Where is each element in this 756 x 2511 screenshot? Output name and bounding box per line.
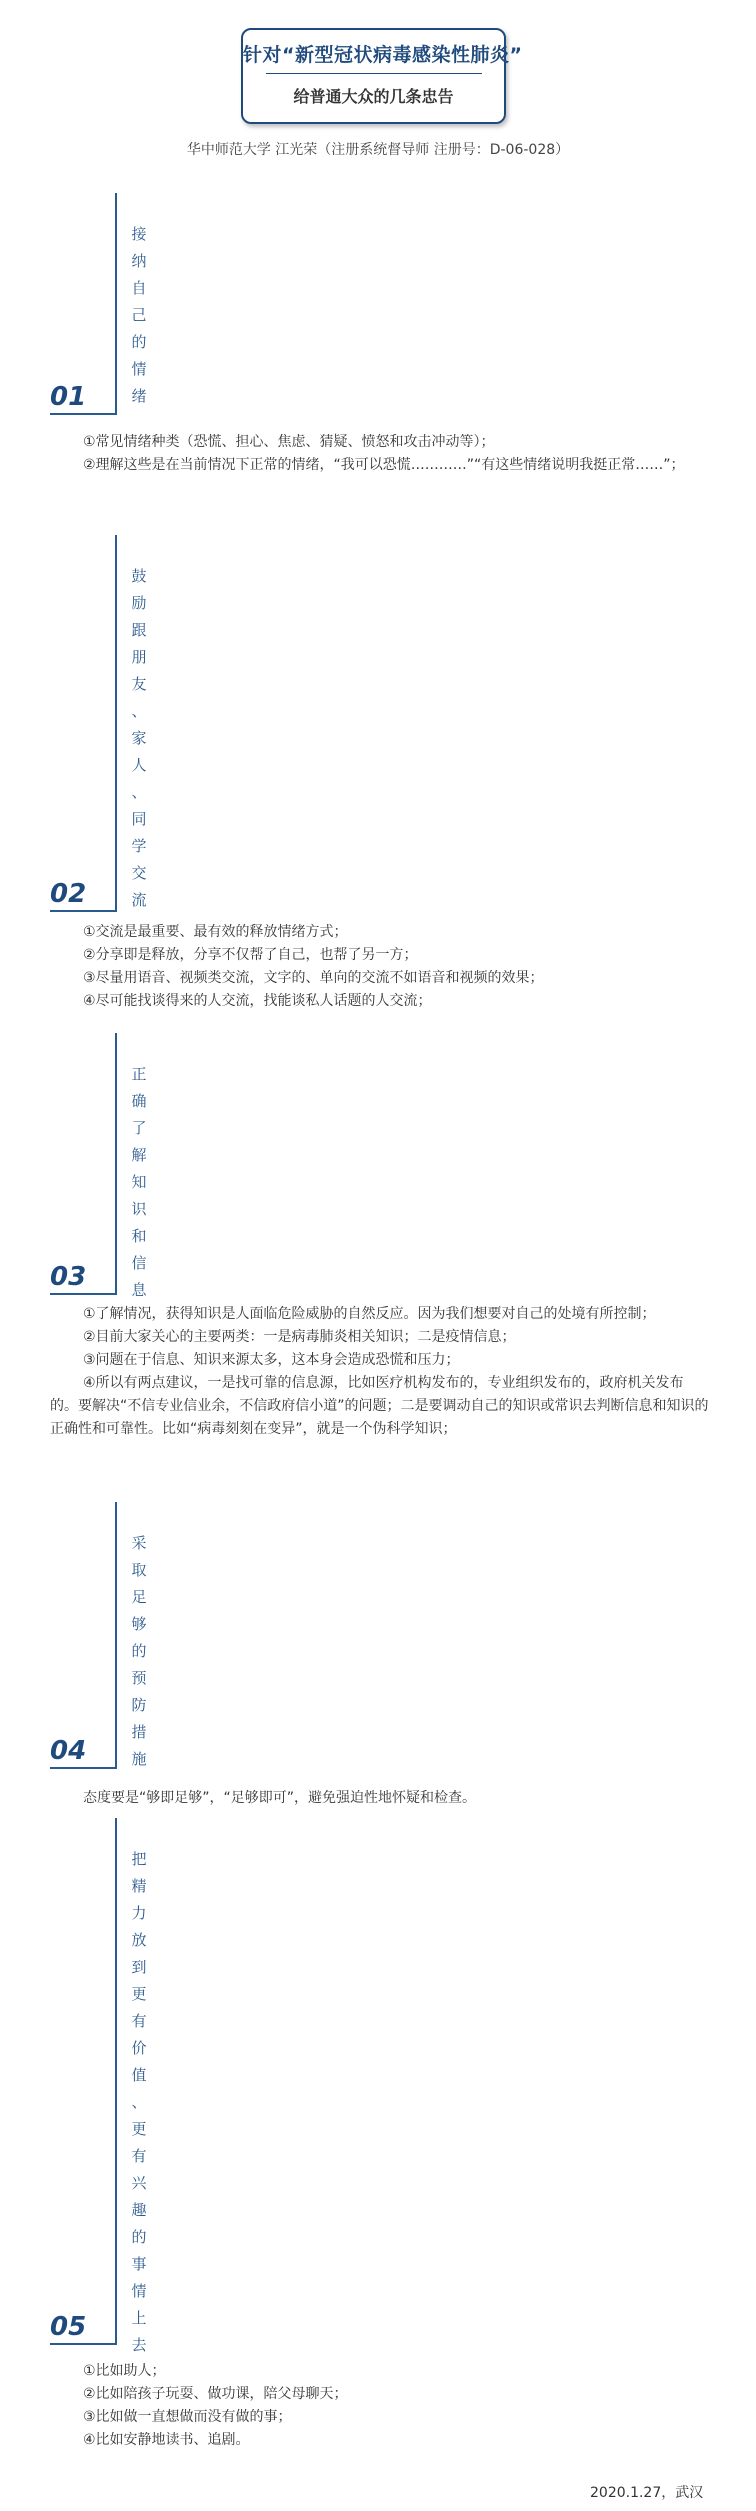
- heading-char: 息: [131, 1281, 147, 1299]
- heading-char: 足: [131, 1588, 147, 1606]
- date-location: 2020.1.27，武汉: [590, 2485, 704, 2501]
- author-line: 华中师范大学 江光荣（注册系统督导师 注册号：D-06-028）: [186, 142, 570, 158]
- heading-char: 流: [131, 891, 147, 909]
- section-paragraph: ④尽可能找谈得来的人交流，找能谈私人话题的人交流；: [83, 993, 432, 1009]
- heading-char: 预: [131, 1669, 147, 1687]
- heading-char: 的: [131, 333, 147, 351]
- heading-char: 朋: [131, 648, 147, 666]
- heading-char: 家: [131, 729, 147, 747]
- heading-char: 防: [131, 1696, 147, 1714]
- section-heading: [50, 193, 147, 413]
- heading-char: 的: [131, 1642, 147, 1660]
- heading-char: 解: [131, 1146, 147, 1164]
- heading-char: 了: [131, 1119, 147, 1137]
- section-body: [50, 1787, 710, 1810]
- heading-char: 、: [131, 2093, 147, 2111]
- section-paragraph: ④比如安静地读书、追剧。: [83, 2432, 250, 2448]
- heading-char: 更: [131, 2120, 147, 2138]
- heading-char: 价: [131, 2039, 147, 2057]
- title-divider: [266, 73, 482, 74]
- heading-char: 、: [131, 702, 147, 720]
- heading-char: 取: [131, 1561, 147, 1579]
- heading-char: 精: [131, 1877, 147, 1895]
- section-body: [50, 1303, 710, 1441]
- section-paragraph: ③问题在于信息、知识来源太多，这本身会造成恐慌和压力；: [83, 1352, 460, 1368]
- section-paragraph: ④所以有两点建议，一是找可靠的信息源，比如医疗机构发布的，专业组织发布的，政府机关发布的。要解决“不信专业信业余，不信政府信小道”的问题；二是要调动自己的知识或常识去判断信息和知识的正确性和可靠性。比如“病毒刻刻在变异”，就是一个伪科学知识；: [50, 1375, 709, 1437]
- section-number: 05: [50, 2312, 87, 2342]
- heading-char: 把: [131, 1850, 147, 1868]
- heading-vertical-rule: [115, 1818, 117, 2343]
- section-paragraph: ②分享即是释放，分享不仅帮了自己，也帮了另一方；: [83, 947, 418, 963]
- heading-char: 够: [131, 1615, 147, 1633]
- heading-base-rule: [50, 910, 117, 912]
- heading-char: 放: [131, 1931, 147, 1949]
- heading-char: 人: [131, 756, 147, 774]
- section-paragraph: 态度要是“够即足够”，“足够即可”，避免强迫性地怀疑和检查。: [83, 1790, 477, 1806]
- heading-char: 值: [131, 2066, 147, 2084]
- section-heading: [50, 1033, 147, 1299]
- section-body: [50, 921, 710, 1013]
- heading-char: 友: [131, 675, 147, 693]
- heading-char: 己: [131, 306, 147, 324]
- heading-char: 事: [131, 2255, 147, 2273]
- heading-char: 和: [131, 1227, 147, 1245]
- section-paragraph: ③比如做一直想做而没有做的事；: [83, 2409, 292, 2425]
- section-heading-text: [128, 1846, 150, 2359]
- heading-char: 学: [131, 837, 147, 855]
- heading-vertical-rule: [115, 1502, 117, 1767]
- heading-char: 鼓: [131, 567, 147, 585]
- heading-char: 、: [131, 783, 147, 801]
- heading-char: 情: [131, 2282, 147, 2300]
- section-heading-text: [128, 221, 150, 410]
- heading-char: 信: [131, 1254, 147, 1272]
- section-paragraph: ②比如陪孩子玩耍、做功课，陪父母聊天；: [83, 2386, 348, 2402]
- section-heading: [50, 1502, 147, 1768]
- heading-char: 兴: [131, 2174, 147, 2192]
- heading-char: 有: [131, 2012, 147, 2030]
- section-heading-text: [128, 563, 150, 914]
- title-main: 针对“新型冠状病毒感染性肺炎”: [243, 44, 523, 66]
- heading-char: 同: [131, 810, 147, 828]
- heading-char: 的: [131, 2228, 147, 2246]
- heading-base-rule: [50, 1293, 117, 1295]
- heading-char: 跟: [131, 621, 147, 639]
- heading-char: 采: [131, 1534, 147, 1552]
- heading-char: 有: [131, 2147, 147, 2165]
- heading-char: 去: [131, 2336, 147, 2354]
- heading-char: 励: [131, 594, 147, 612]
- heading-char: 正: [131, 1065, 147, 1083]
- section-body: [50, 2360, 710, 2452]
- heading-char: 措: [131, 1723, 147, 1741]
- section-paragraph: ①比如助人；: [83, 2363, 166, 2379]
- section-heading: [50, 1818, 147, 2354]
- heading-char: 施: [131, 1750, 147, 1768]
- section-heading-text: [128, 1061, 150, 1304]
- heading-base-rule: [50, 2343, 117, 2345]
- heading-char: 确: [131, 1092, 147, 1110]
- section-body: [50, 431, 710, 477]
- section-number: 04: [50, 1736, 87, 1766]
- section-paragraph: ①常见情绪种类（恐慌、担心、焦虑、猜疑、愤怒和攻击冲动等）；: [83, 434, 495, 450]
- heading-char: 接: [131, 225, 147, 243]
- section-paragraph: ③尽量用语音、视频类交流，文字的、单向的交流不如语音和视频的效果；: [83, 970, 544, 986]
- heading-base-rule: [50, 413, 117, 415]
- heading-char: 更: [131, 1985, 147, 2003]
- heading-vertical-rule: [115, 1033, 117, 1293]
- section-number: 03: [50, 1262, 87, 1292]
- heading-char: 识: [131, 1200, 147, 1218]
- heading-char: 上: [131, 2309, 147, 2327]
- heading-base-rule: [50, 1767, 117, 1769]
- heading-char: 绪: [131, 387, 147, 405]
- heading-char: 情: [131, 360, 147, 378]
- heading-char: 自: [131, 279, 147, 297]
- title-sub: 给普通大众的几条忠告: [293, 87, 454, 106]
- section-paragraph: ①交流是最重要、最有效的释放情绪方式；: [83, 924, 348, 940]
- section-paragraph: ②目前大家关心的主要两类：一是病毒肺炎相关知识；二是疫情信息；: [83, 1329, 516, 1345]
- heading-char: 知: [131, 1173, 147, 1191]
- heading-vertical-rule: [115, 193, 117, 413]
- section-number: 02: [50, 879, 87, 909]
- section-number: 01: [50, 382, 87, 412]
- section-heading: [50, 535, 147, 910]
- heading-char: 纳: [131, 252, 147, 270]
- title-box: [241, 28, 523, 124]
- heading-char: 交: [131, 864, 147, 882]
- section-paragraph: ①了解情况，获得知识是人面临危险威胁的自然反应。因为我们想要对自己的处境有所控制；: [83, 1306, 656, 1322]
- heading-char: 到: [131, 1958, 147, 1976]
- section-paragraph: ②理解这些是在当前情况下正常的情绪，“我可以恐慌…………”“有这些情绪说明我挺正常……”；: [83, 457, 685, 473]
- heading-char: 趣: [131, 2201, 147, 2219]
- heading-char: 力: [131, 1904, 147, 1922]
- heading-vertical-rule: [115, 535, 117, 910]
- section-heading-text: [128, 1530, 150, 1773]
